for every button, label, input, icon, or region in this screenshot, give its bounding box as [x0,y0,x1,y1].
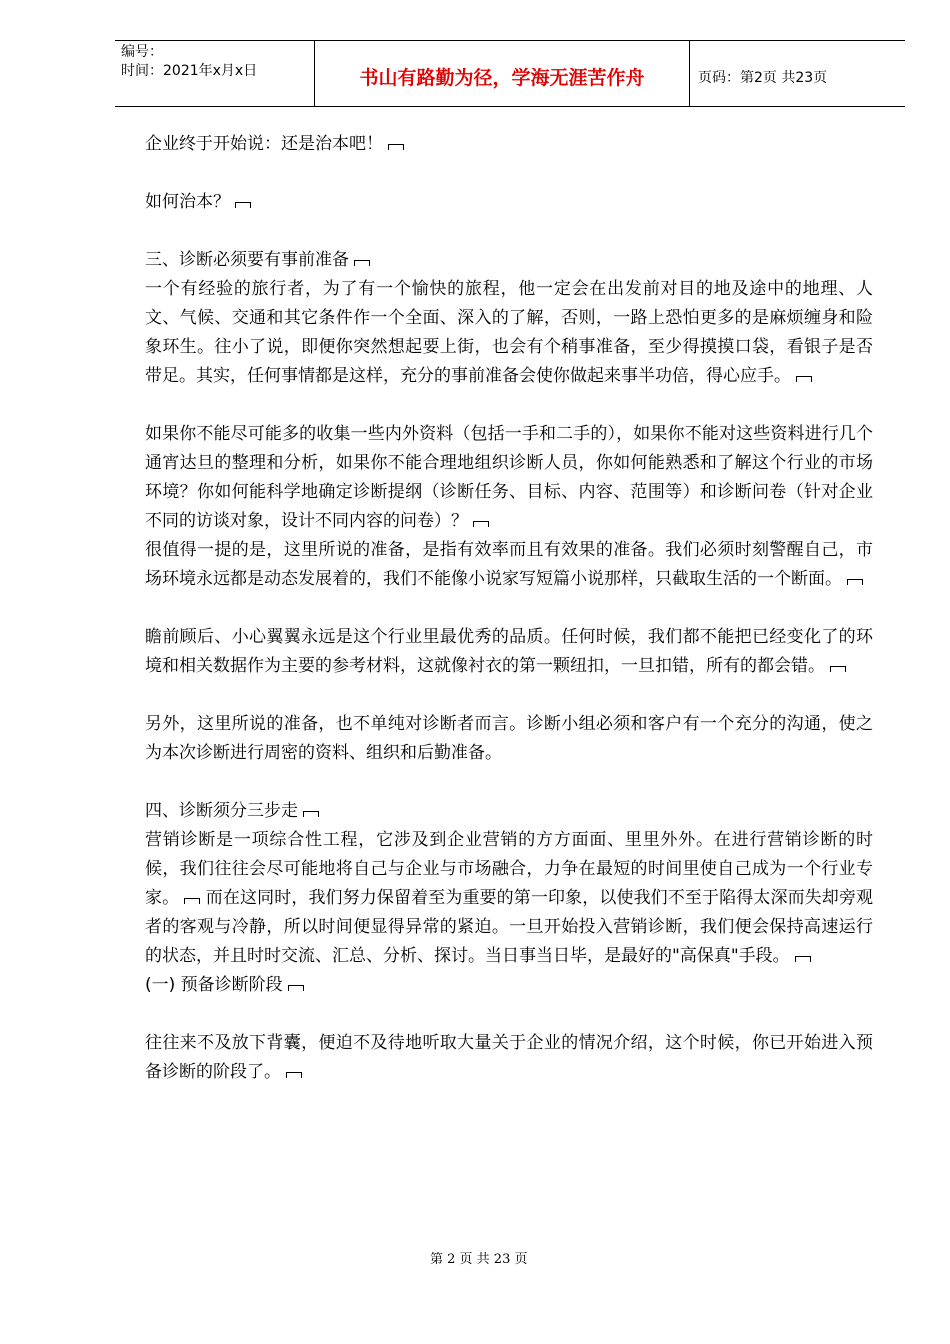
section-heading: 四、诊断须分三步走 [145,797,873,826]
document-body [145,130,873,1087]
paragraph: 企业终于开始说：还是治本吧！ [145,130,873,159]
paragraph: 瞻前顾后、小心翼翼永远是这个行业里最优秀的品质。任何时候，我们都不能把已经变化了的环境和相关数据作为主要的参考材料，这就像衬衣的第一颗纽扣，一旦扣错，所有的都会错。 [145,627,873,676]
paragraph-mark-icon [847,579,863,585]
time-label: 时间：2021年x月x日 [121,63,258,79]
paragraph-mark-icon [796,376,812,382]
paragraph-mark-icon [235,202,251,208]
paragraph: 另外，这里所说的准备，也不单纯对诊断者而言。诊断小组必须和客户有一个充分的沟通，使之为本次诊断进行周密的资料、组织和后勤准备。 [145,714,873,763]
paragraph: 营销诊断是一项综合性工程，它涉及到企业营销的方方面面、里里外外。在进行营销诊断的时候，我们往往会尽可能地将自己与企业与市场融合，力争在最短的时间里使自己成为一个行业专家。 而在这同时，我们努力保留着至为重要的第一印象，以使我们不至于陷得太深而失却旁观者的客观与冷静，所以时间便显得异常的紧迫。一旦开始投入营销诊断，我们便会保持高速运行的状态，并且时时交流、汇总、分析、探讨。当日事当日毕，是最好的"高保真"手段。 [145,830,874,966]
number-label: 编号： [121,44,163,60]
paragraph-mark-icon [830,666,846,672]
paragraph: 一个有经验的旅行者，为了有一个愉快的旅程，他一定会在出发前对目的地及途中的地理、人文、气候、交通和其它条件作一个全面、深入的了解，否则，一路上恐怕更多的是麻烦缠身和险象环生。往小了说，即便你突然想起要上街，也会有个稍事准备，至少得摸摸口袋，看银子是否带足。其实，任何事情都是这样，充分的事前准备会使你做起来事半功倍，得心应手。 [145,279,873,386]
paragraph-mark-icon [288,985,304,991]
header-meta [115,41,315,106]
paragraph-mark-icon [354,260,370,266]
section-heading: 三、诊断必须要有事前准备 [145,246,873,275]
paragraph-mark-icon [388,144,404,150]
header-page-number: 页码：第2页 共23页 [698,69,828,86]
header-motto: 书山有路勤为径，学海无涯苦作舟 [315,41,690,106]
paragraph-mark-icon [473,521,489,527]
paragraph-mark-icon [795,956,811,962]
paragraph: 往往来不及放下背囊，便迫不及待地听取大量关于企业的情况介绍，这个时候，你已开始进入预备诊断的阶段了。 [145,1033,873,1082]
paragraph-mark-icon [286,1072,302,1078]
paragraph: 如果你不能尽可能多的收集一些内外资料（包括一手和二手的），如果你不能对这些资料进行几个通宵达旦的整理和分析，如果你不能合理地组织诊断人员，你如何能熟悉和了解这个行业的市场环境？你如何能科学地确定诊断提纲（诊断任务、目标、内容、范围等）和诊断问卷（针对企业不同的访谈对象，设计不同内容的问卷）？ [145,424,873,531]
paragraph-mark-icon [184,898,200,904]
paragraph-mark-icon [303,811,319,817]
subsection-heading: (一) 预备诊断阶段 [145,971,873,1000]
page-header [115,40,905,107]
paragraph: 很值得一提的是，这里所说的准备，是指有效率而且有效果的准备。我们必须时刻警醒自己，市场环境永远都是动态发展着的，我们不能像小说家写短篇小说那样，只截取生活的一个断面。 [145,540,873,589]
page-footer: 第 2 页 共 23 页 [430,1252,528,1267]
paragraph: 如何治本？ [145,188,873,217]
